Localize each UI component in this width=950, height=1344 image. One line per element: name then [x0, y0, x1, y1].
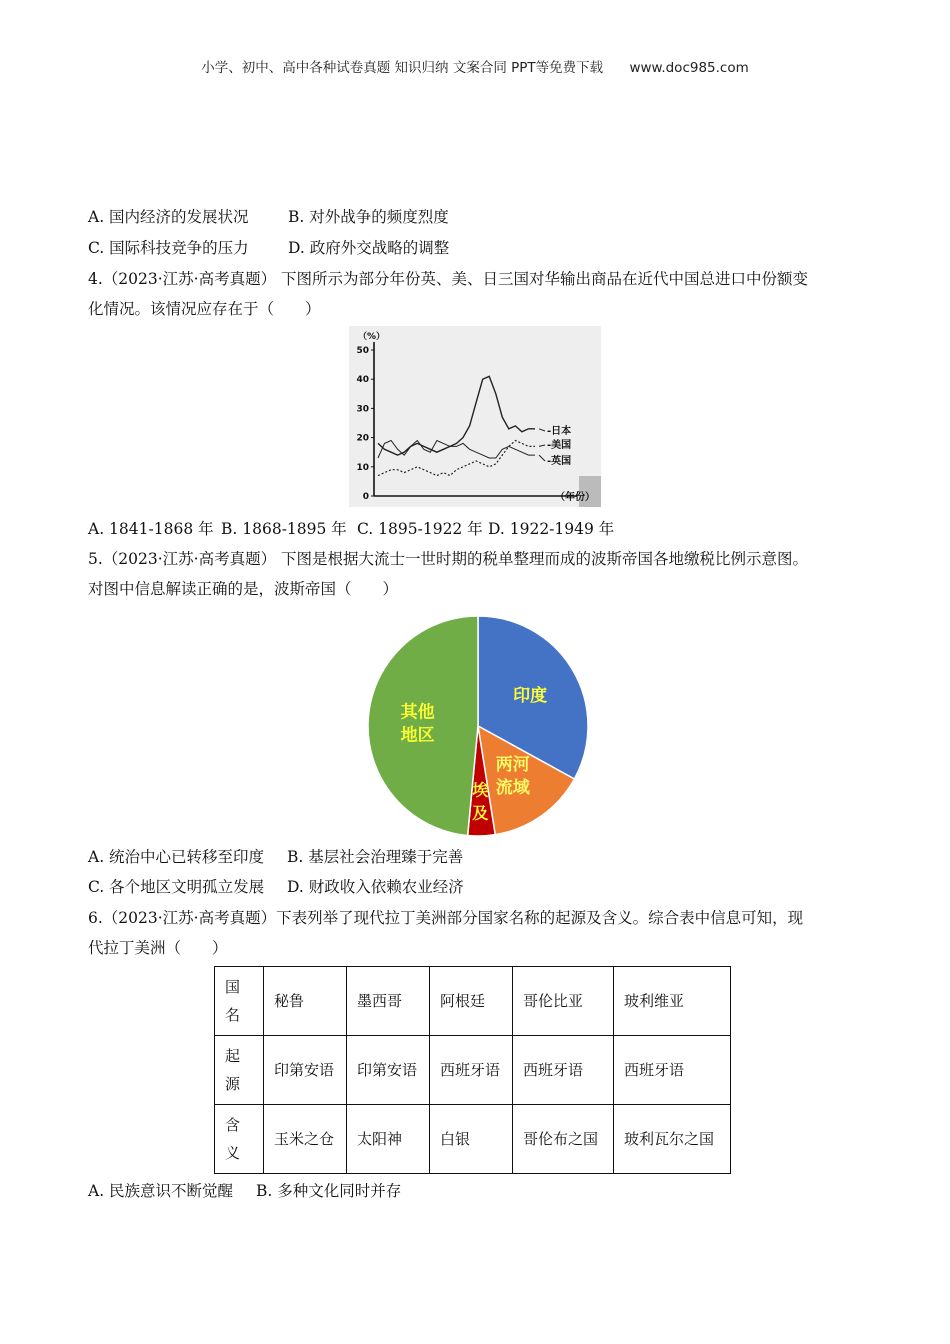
q5-option-a[interactable]: A. 统治中心已转移至印度 [88, 848, 265, 866]
header-text: 小学、初中、高中各种试卷真题 知识归纳 文案合同 PPT等免费下载 [201, 60, 604, 76]
table-cell: 玻利瓦尔之国 [614, 1105, 731, 1174]
q3-option-b[interactable]: B. 对外战争的频度烈度 [288, 208, 449, 226]
pie-label-3: 埃及 [472, 780, 489, 823]
table-cell: 墨西哥 [347, 967, 430, 1036]
table-cell: 西班牙语 [513, 1036, 614, 1105]
q3-option-d[interactable]: D. 政府外交战略的调整 [288, 239, 450, 257]
q5-option-b[interactable]: B. 基层社会治理臻于完善 [287, 848, 464, 866]
q4-line-chart [349, 326, 601, 507]
pie-label-1: 印度 [513, 686, 548, 707]
table-row [215, 1036, 731, 1105]
q3-option-c[interactable]: C. 国际科技竞争的压力 [88, 239, 249, 257]
q4-options-row [88, 518, 615, 540]
legend-label-1: -日本 [547, 426, 572, 437]
table-cell: 西班牙语 [430, 1036, 513, 1105]
q4-stem-line1: 4.（2023·江苏·高考真题） 下图所示为部分年份英、美、日三国对华输出商品在近代中国总进口中份额变 [88, 270, 809, 288]
q5-pie-chart [364, 612, 594, 838]
table-cell: 太阳神 [347, 1105, 430, 1174]
q5-stem-line1: 5.（2023·江苏·高考真题） 下图是根据大流士一世时期的税单整理而成的波斯帝国各地缴税比例示意图。 [88, 550, 809, 568]
q5-options-row2 [88, 876, 464, 898]
q4-option-d[interactable]: D. 1922-1949 年 [488, 520, 615, 538]
table-cell: 哥伦比亚 [513, 967, 614, 1036]
table-cell: 国名 [215, 967, 264, 1036]
q3-options-row2 [88, 237, 450, 259]
legend-label-2: -美国 [547, 440, 572, 451]
y-tick-label: 30 [356, 404, 369, 415]
q5-stem-line2: 对图中信息解读正确的是，波斯帝国（ ） [88, 580, 399, 598]
q6-option-b[interactable]: B. 多种文化同时并存 [256, 1182, 402, 1200]
pie-label-4: 其他地区 [400, 702, 435, 746]
table-cell: 哥伦布之国 [513, 1105, 614, 1174]
y-axis-label: （%） [358, 332, 386, 342]
table-cell: 秘鲁 [264, 967, 347, 1036]
header-site[interactable]: www.doc985.com [629, 60, 749, 76]
chart-background [349, 326, 601, 507]
pie-label-2: 两河流域 [495, 755, 530, 798]
table-cell: 阿根廷 [430, 967, 513, 1036]
y-tick-label: 10 [356, 462, 369, 473]
page-header [0, 56, 950, 76]
q3-options-row1 [88, 206, 449, 228]
table-row [215, 967, 731, 1036]
q4-stem-line2: 化情况。该情况应存在于（ ） [88, 300, 321, 318]
q4-option-a[interactable]: A. 1841-1868 年 [88, 520, 214, 538]
table-cell: 起源 [215, 1036, 264, 1105]
y-tick-label: 50 [356, 346, 369, 356]
q4-option-b[interactable]: B. 1868-1895 年 [221, 520, 347, 538]
table-cell: 西班牙语 [614, 1036, 731, 1105]
q3-option-a[interactable]: A. 国内经济的发展状况 [88, 208, 249, 226]
table-cell: 印第安语 [347, 1036, 430, 1105]
q6-stem-line1: 6.（2023·江苏·高考真题）下表列举了现代拉丁美洲部分国家名称的起源及含义。综合表中信息可知，现 [88, 909, 804, 927]
q5-option-d[interactable]: D. 财政收入依赖农业经济 [287, 878, 464, 896]
table-cell: 白银 [430, 1105, 513, 1174]
y-tick-label: 40 [356, 375, 369, 386]
q6-option-a[interactable]: A. 民族意识不断觉醒 [88, 1182, 234, 1200]
y-tick-label: 20 [356, 433, 369, 444]
table-cell: 玻利维亚 [614, 967, 731, 1036]
q6-country-table [214, 966, 731, 1174]
table-row [215, 1105, 731, 1174]
legend-label-3: -英国 [547, 456, 572, 467]
q6-options-row [88, 1180, 402, 1202]
table-cell: 印第安语 [264, 1036, 347, 1105]
y-tick-label: 0 [362, 492, 369, 502]
q4-option-c[interactable]: C. 1895-1922 年 [357, 520, 483, 538]
q6-stem-line2: 代拉丁美洲（ ） [88, 939, 228, 957]
x-axis-label: （年份） [555, 492, 595, 503]
q5-options-row1 [88, 846, 464, 868]
q5-option-c[interactable]: C. 各个地区文明孤立发展 [88, 878, 265, 896]
table-cell: 玉米之仓 [264, 1105, 347, 1174]
table-cell: 含义 [215, 1105, 264, 1174]
